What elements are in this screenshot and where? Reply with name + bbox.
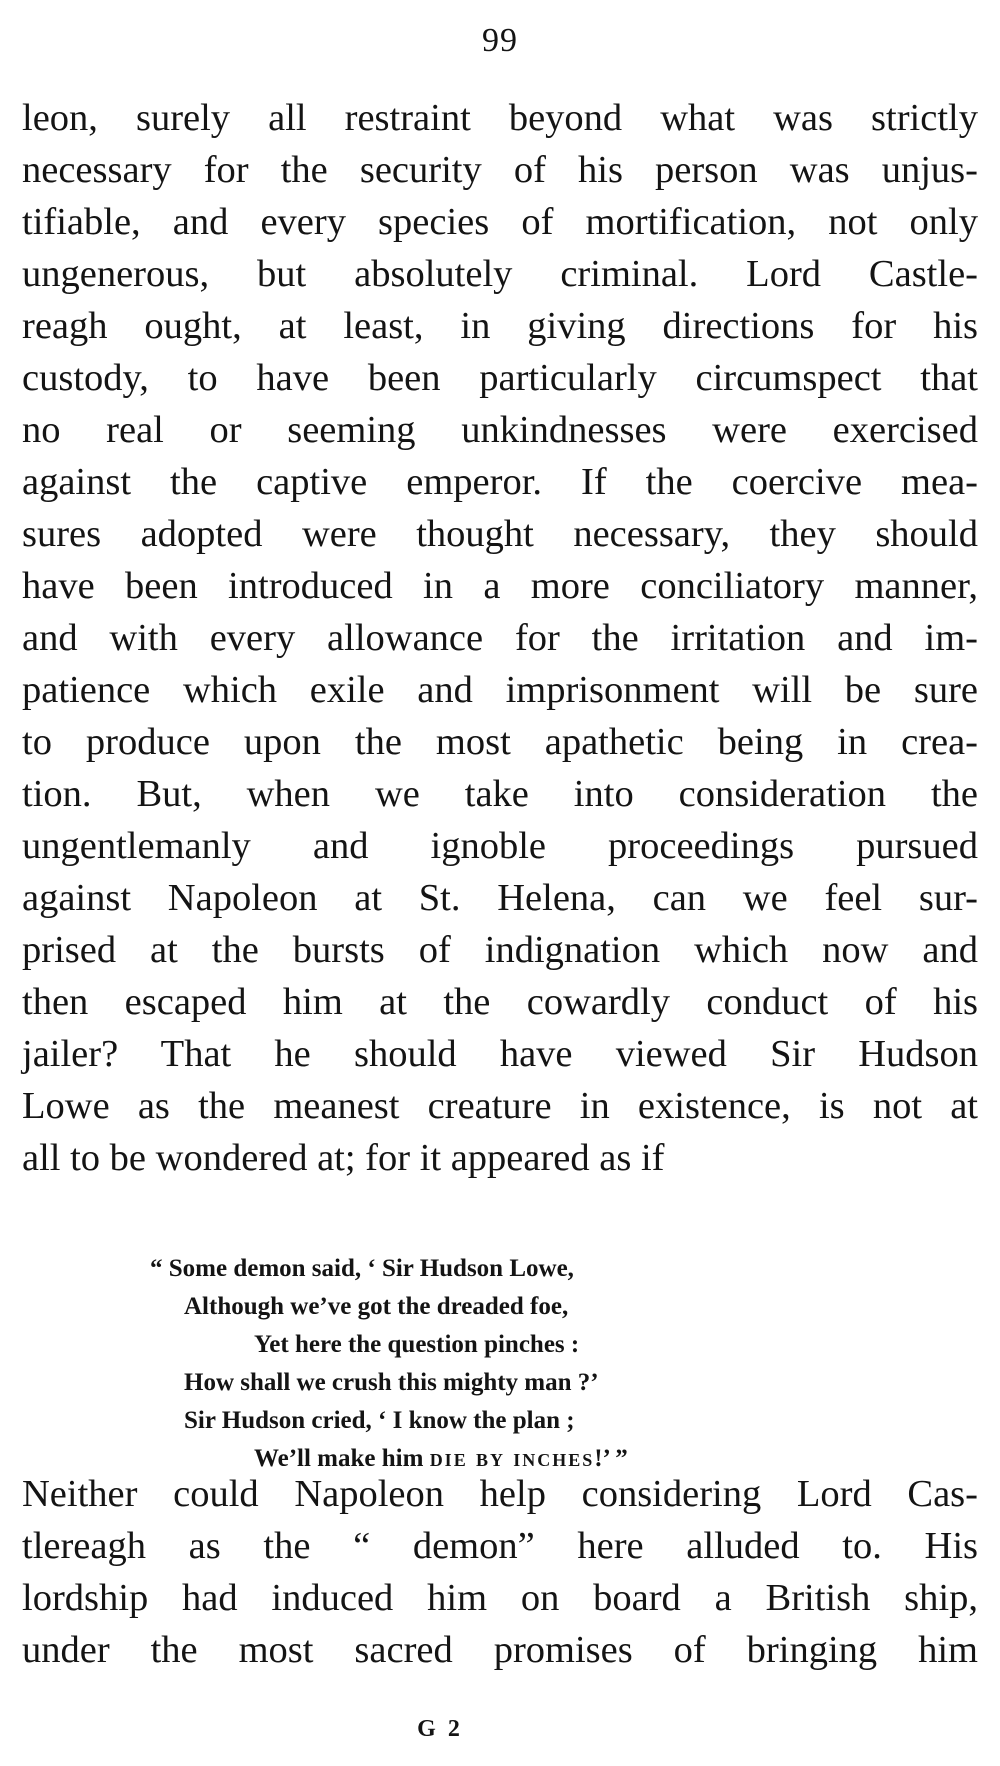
text-line: Lowe as the meanest creature in existence, is not at xyxy=(22,1085,978,1127)
text-line: lordship had induced him on board a British ship, xyxy=(22,1577,978,1619)
text-line: Neither could Napoleon help considering Lord Cas- xyxy=(22,1473,978,1515)
verse-quotation xyxy=(150,1250,850,1478)
verse-line-suffix: !’ ” xyxy=(594,1445,628,1472)
text-line: tifiable, and every species of mortification, not only xyxy=(22,201,978,243)
text-line: leon, surely all restraint beyond what was strictly xyxy=(22,97,978,139)
text-line: prised at the bursts of indignation which now and xyxy=(22,929,978,971)
text-line: no real or seeming unkindnesses were exercised xyxy=(22,409,978,451)
text-line: jailer? That he should have viewed Sir Hudson xyxy=(22,1033,978,1075)
verse-line: “ Some demon said, ‘ Sir Hudson Lowe, xyxy=(150,1255,574,1282)
prose-paragraph xyxy=(22,1468,978,1676)
verse-line: Although we’ve got the dreaded foe, xyxy=(184,1293,569,1320)
text-line: reagh ought, at least, in giving directions for his xyxy=(22,305,978,347)
text-line: custody, to have been particularly circumspect that xyxy=(22,357,978,399)
page-number: 99 xyxy=(482,22,518,59)
verse-line: Sir Hudson cried, ‘ I know the plan ; xyxy=(184,1407,575,1434)
text-line: ungenerous, but absolutely criminal. Lord Castle- xyxy=(22,253,978,295)
verse-emphasis: die by inches xyxy=(429,1445,595,1472)
text-line: and with every allowance for the irritation and im- xyxy=(22,617,978,659)
text-line: to produce upon the most apathetic being in crea- xyxy=(22,721,978,763)
text-line: all to be wondered at; for it appeared as if xyxy=(22,1137,665,1179)
text-line: under the most sacred promises of bringing him xyxy=(22,1629,978,1671)
text-line: against the captive emperor. If the coercive mea- xyxy=(22,461,978,503)
text-line: ungentlemanly and ignoble proceedings pursued xyxy=(22,825,978,867)
text-line: have been introduced in a more conciliatory manner, xyxy=(22,565,978,607)
verse-line: Yet here the question pinches : xyxy=(254,1331,580,1358)
text-line: patience which exile and imprisonment will be sure xyxy=(22,669,978,711)
text-line: necessary for the security of his person was unjus- xyxy=(22,149,978,191)
text-line: then escaped him at the cowardly conduct of his xyxy=(22,981,978,1023)
signature-mark: G 2 xyxy=(417,1716,463,1742)
prose-paragraph xyxy=(22,92,978,1184)
text-line: tlereagh as the “ demon” here alluded to. His xyxy=(22,1525,978,1567)
verse-line: How shall we crush this mighty man ?’ xyxy=(184,1369,599,1396)
text-line: tion. But, when we take into consideration the xyxy=(22,773,978,815)
verse-line-prefix: We’ll make him xyxy=(254,1445,430,1472)
text-line: sures adopted were thought necessary, they should xyxy=(22,513,978,555)
text-line: against Napoleon at St. Helena, can we feel sur- xyxy=(22,877,978,919)
